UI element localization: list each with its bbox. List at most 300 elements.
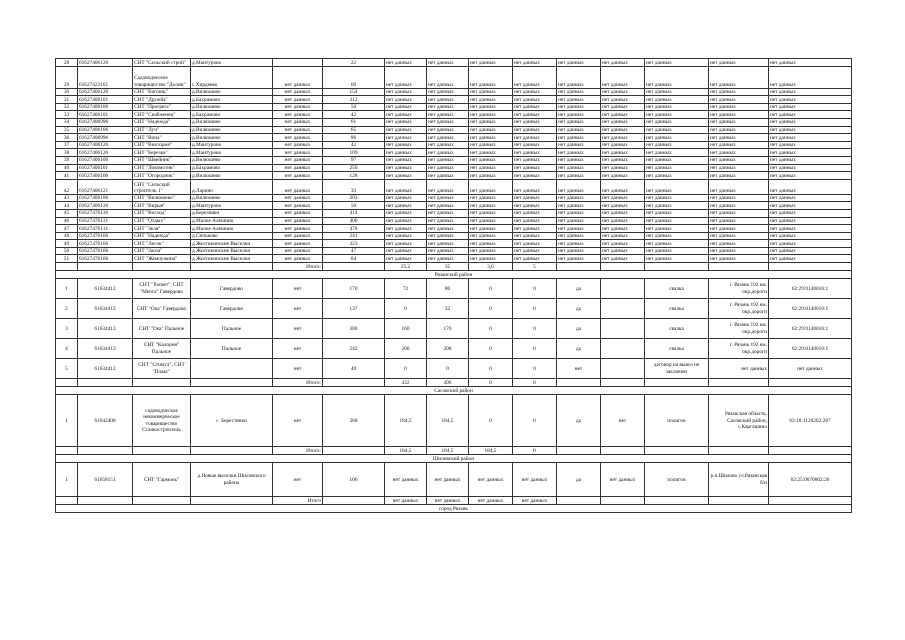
table-cell: нет данных bbox=[427, 111, 469, 119]
table-cell: 5 bbox=[56, 359, 78, 379]
table-cell: д.Новые выселки Шиловского района bbox=[191, 463, 273, 497]
table-cell: д.Бахрамово bbox=[191, 164, 273, 172]
table-cell: нет данных bbox=[513, 225, 557, 233]
table-cell: 61 bbox=[323, 118, 385, 126]
table-cell: нет bbox=[273, 279, 323, 299]
table-cell: нет данных bbox=[557, 134, 601, 142]
table-row bbox=[56, 134, 852, 142]
table-cell: 61627406126 bbox=[78, 149, 133, 157]
table-cell: нет данных bbox=[427, 255, 469, 263]
table-cell: 61627406101 bbox=[78, 96, 133, 104]
table-cell: садоводческое некоммерческое товарищество Станкостроитель bbox=[133, 395, 191, 447]
table-cell: нет данных bbox=[385, 118, 427, 126]
table-cell: 61627476166 bbox=[78, 240, 133, 248]
table-cell: 61658151 bbox=[78, 463, 133, 497]
table-cell: 61634412 bbox=[78, 359, 133, 379]
table-cell: СНТ "Вирыя" bbox=[133, 202, 191, 210]
table-cell: СНТ "Виктория" bbox=[133, 141, 191, 149]
table-cell: 31 bbox=[56, 96, 78, 104]
table-cell: СНТ "Ока" Пальное bbox=[133, 319, 191, 339]
table-cell bbox=[78, 447, 133, 455]
table-cell: нет данных bbox=[557, 88, 601, 96]
table-cell: нет данных bbox=[601, 202, 645, 210]
table-cell: нет данных bbox=[385, 66, 427, 88]
table-cell: Пальное bbox=[191, 319, 273, 339]
total-label: Итого: bbox=[273, 447, 323, 455]
table-cell: нет данных bbox=[601, 111, 645, 119]
table-cell: 50 bbox=[56, 247, 78, 255]
table-cell: нет данных bbox=[645, 149, 709, 157]
table-cell bbox=[191, 263, 273, 271]
table-cell bbox=[601, 299, 645, 319]
table-cell bbox=[133, 497, 191, 505]
table-cell: нет данных bbox=[273, 209, 323, 217]
table-cell: нет данных bbox=[385, 463, 427, 497]
table-cell: 61627406126 bbox=[78, 59, 133, 67]
table-cell: нет данных bbox=[385, 111, 427, 119]
table-cell: 61634412 bbox=[78, 299, 133, 319]
table-cell bbox=[645, 263, 709, 271]
table-cell: нет данных bbox=[427, 202, 469, 210]
table-cell: нет данных bbox=[601, 149, 645, 157]
table-cell: нет данных bbox=[769, 255, 852, 263]
table-cell: нет данных bbox=[601, 225, 645, 233]
table-cell: нет данных bbox=[513, 217, 557, 225]
table-cell: 1 bbox=[56, 463, 78, 497]
table-row bbox=[56, 395, 852, 447]
table-cell: нет данных bbox=[557, 247, 601, 255]
table-cell: нет данных bbox=[601, 172, 645, 180]
table-cell: нет данных bbox=[645, 96, 709, 104]
table-cell: нет данных bbox=[427, 247, 469, 255]
table-cell: нет данных bbox=[513, 232, 557, 240]
table-cell bbox=[191, 379, 273, 387]
table-cell: нет данных bbox=[427, 118, 469, 126]
table-cell: нет данных bbox=[769, 134, 852, 142]
table-cell: нет данных bbox=[273, 111, 323, 119]
table-cell bbox=[709, 379, 769, 387]
table-cell: 42 bbox=[323, 111, 385, 119]
table-cell: нет данных bbox=[427, 59, 469, 67]
table-cell bbox=[769, 263, 852, 271]
table-cell: 106 bbox=[323, 463, 385, 497]
table-row bbox=[56, 279, 852, 299]
table-cell: нет данных bbox=[601, 141, 645, 149]
table-body-block-2 bbox=[56, 279, 852, 513]
table-cell: нет данных bbox=[273, 255, 323, 263]
table-cell: нет данных bbox=[557, 126, 601, 134]
table-cell: нет данных bbox=[273, 172, 323, 180]
table-cell: 0 bbox=[513, 339, 557, 359]
table-row bbox=[56, 179, 852, 194]
table-cell: нет данных bbox=[273, 96, 323, 104]
table-cell: 61634413 bbox=[78, 339, 133, 359]
table-cell: нет данных bbox=[645, 134, 709, 142]
table-cell: нет данных bbox=[709, 96, 769, 104]
table-cell: 300 bbox=[323, 319, 385, 339]
table-cell bbox=[323, 263, 385, 271]
table-cell: 2 bbox=[56, 299, 78, 319]
table-cell: нет данных bbox=[601, 232, 645, 240]
table-cell bbox=[769, 497, 852, 505]
table-cell: нет данных bbox=[601, 240, 645, 248]
table-cell bbox=[645, 447, 709, 455]
table-cell: 43 bbox=[56, 194, 78, 202]
table-cell: да bbox=[557, 279, 601, 299]
table-cell: 61627406126 bbox=[78, 141, 133, 149]
total-row bbox=[56, 447, 852, 455]
table-cell: нет данных bbox=[709, 202, 769, 210]
table-cell: нет данных bbox=[709, 240, 769, 248]
table-cell: СНТ "Калория" Пальное bbox=[133, 339, 191, 359]
table-cell: нет данных bbox=[557, 232, 601, 240]
table-cell: нет данных bbox=[385, 225, 427, 233]
table-row bbox=[56, 156, 852, 164]
total-row bbox=[56, 379, 852, 387]
table-cell: нет данных bbox=[709, 149, 769, 157]
table-cell bbox=[191, 447, 273, 455]
table-cell: 0 bbox=[469, 359, 513, 379]
section-title: Рязанский район bbox=[56, 271, 852, 279]
table-cell: 41 bbox=[56, 172, 78, 180]
table-cell: д.Мантурово bbox=[191, 59, 273, 67]
section-title: город Рязань bbox=[56, 505, 852, 513]
table-cell: 37 bbox=[56, 141, 78, 149]
table-cell: г. Рязань 192 км. окр.дороги bbox=[709, 279, 769, 299]
table-cell: д.Вилюшево bbox=[191, 172, 273, 180]
table-cell: СНТ "Восход" bbox=[133, 209, 191, 217]
table-cell: 400 bbox=[323, 217, 385, 225]
table-cell: д.Малое Алешино bbox=[191, 217, 273, 225]
table-cell: СНТ "Березка" bbox=[133, 149, 191, 157]
table-cell: нет данных bbox=[273, 118, 323, 126]
table-cell: нет данных bbox=[273, 134, 323, 142]
table-cell: нет данных bbox=[769, 247, 852, 255]
table-cell: нет данных bbox=[427, 103, 469, 111]
table-cell: нет данных bbox=[709, 118, 769, 126]
table-cell: нет данных bbox=[557, 255, 601, 263]
table-cell: СНТ "Луч" bbox=[133, 126, 191, 134]
table-cell: 62:18:1120202:287 bbox=[769, 395, 852, 447]
table-cell: нет bbox=[273, 359, 323, 379]
table-cell: нет данных bbox=[469, 59, 513, 67]
table-cell: нет данных bbox=[513, 111, 557, 119]
table-cell: 61627422101 bbox=[78, 66, 133, 88]
table-cell: нет данных bbox=[385, 179, 427, 194]
table-cell bbox=[645, 497, 709, 505]
table-cell: нет данных bbox=[557, 209, 601, 217]
table-cell: нет данных bbox=[273, 149, 323, 157]
table-cell: 0 bbox=[385, 299, 427, 319]
table-cell: СНТ "Надежда" bbox=[133, 232, 191, 240]
table-cell: нет данных bbox=[469, 240, 513, 248]
table-cell: нет данных bbox=[427, 225, 469, 233]
table-cell: 46 bbox=[56, 217, 78, 225]
table-cell: нет данных bbox=[557, 141, 601, 149]
table-cell: нет данных bbox=[645, 247, 709, 255]
table-cell: нет данных bbox=[709, 156, 769, 164]
table-cell: нет данных bbox=[601, 247, 645, 255]
table-cell: 242 bbox=[323, 339, 385, 359]
table-cell: СНТ "Прогресс" bbox=[133, 103, 191, 111]
table-cell: нет данных bbox=[769, 164, 852, 172]
table-cell: нет данных bbox=[427, 149, 469, 157]
table-cell: нет данных bbox=[469, 247, 513, 255]
table-cell: нет данных bbox=[557, 149, 601, 157]
table-cell: нет данных bbox=[385, 194, 427, 202]
table-cell bbox=[78, 497, 133, 505]
table-cell: нет данных bbox=[601, 164, 645, 172]
table-cell: нет данных bbox=[273, 217, 323, 225]
section-row bbox=[56, 455, 852, 463]
table-cell: 0 bbox=[513, 279, 557, 299]
table-cell: нет данных bbox=[273, 88, 323, 96]
table-cell: д.Бахрамово bbox=[191, 111, 273, 119]
table-cell: 0 bbox=[469, 339, 513, 359]
table-cell bbox=[601, 447, 645, 455]
table-cell: 32 bbox=[56, 103, 78, 111]
table-cell: нет данных bbox=[469, 118, 513, 126]
table-cell: 184,5 bbox=[427, 395, 469, 447]
table-cell: нет данных bbox=[469, 164, 513, 172]
table-cell bbox=[769, 447, 852, 455]
table-cell: СНТ "Ока" Гавердово bbox=[133, 299, 191, 319]
table-cell: с.Хирдеево bbox=[191, 66, 273, 88]
total-value: 432 bbox=[385, 379, 427, 387]
table-cell: нет bbox=[273, 463, 323, 497]
table-cell: Гавердово bbox=[191, 279, 273, 299]
table-cell: нет данных bbox=[709, 134, 769, 142]
table-cell: 61627476166 bbox=[78, 247, 133, 255]
table-cell: нет данных bbox=[469, 111, 513, 119]
table-cell: нет данных bbox=[469, 463, 513, 497]
table-cell: нет данных bbox=[513, 172, 557, 180]
table-cell bbox=[601, 359, 645, 379]
table-cell bbox=[601, 263, 645, 271]
table-cell: 61627476166 bbox=[78, 255, 133, 263]
table-row bbox=[56, 359, 852, 379]
table-cell: нет данных bbox=[709, 59, 769, 67]
total-label: Итого bbox=[273, 497, 323, 505]
table-cell: 61642408 bbox=[78, 395, 133, 447]
table-cell bbox=[56, 447, 78, 455]
table-cell: нет данных bbox=[469, 88, 513, 96]
table-cell: нет данных bbox=[557, 164, 601, 172]
table-cell: 84 bbox=[323, 255, 385, 263]
table-cell: нет данных bbox=[273, 164, 323, 172]
table-cell: нет данных bbox=[469, 232, 513, 240]
table-cell: нет данных bbox=[645, 240, 709, 248]
table-cell: нет данных bbox=[709, 88, 769, 96]
table-cell: нет данных bbox=[469, 172, 513, 180]
table-cell: нет данных bbox=[557, 179, 601, 194]
table-cell: г. Рязань 192 км. окр.дороги bbox=[709, 319, 769, 339]
table-cell: нет данных bbox=[513, 103, 557, 111]
table-cell: нет данных bbox=[273, 232, 323, 240]
table-cell: нет данных bbox=[709, 172, 769, 180]
table-cell: нет данных bbox=[427, 463, 469, 497]
table-cell: нет данных bbox=[769, 103, 852, 111]
table-cell: нет данных bbox=[645, 194, 709, 202]
table-cell: СНТ "Заоза" bbox=[133, 247, 191, 255]
table-cell: нет данных bbox=[709, 164, 769, 172]
table-cell bbox=[601, 339, 645, 359]
total-value: 3,6 bbox=[469, 263, 513, 271]
table-cell: СНТ "Надежда" bbox=[133, 118, 191, 126]
table-cell: нет данных bbox=[273, 194, 323, 202]
table-cell: нет данных bbox=[645, 111, 709, 119]
table-cell: 61627406101 bbox=[78, 164, 133, 172]
table-cell: нет данных bbox=[385, 59, 427, 67]
table-cell bbox=[56, 379, 78, 387]
table-row bbox=[56, 463, 852, 497]
table-row bbox=[56, 111, 852, 119]
table-cell: нет данных bbox=[513, 194, 557, 202]
table-cell: СНТ "Гармонь" bbox=[133, 463, 191, 497]
table-cell: нет данных bbox=[385, 232, 427, 240]
table-cell bbox=[601, 319, 645, 339]
table-cell: СНТ "Сельский строитель 1" bbox=[133, 179, 191, 194]
table-cell: нет данных bbox=[645, 126, 709, 134]
table-cell: нет данных bbox=[273, 179, 323, 194]
table-cell bbox=[709, 447, 769, 455]
table-cell: 36 bbox=[56, 134, 78, 142]
table-cell: нет данных bbox=[769, 172, 852, 180]
table-cell: нет данных bbox=[601, 118, 645, 126]
table-cell: нет данных bbox=[769, 194, 852, 202]
table-cell: нет данных bbox=[769, 126, 852, 134]
table-cell: 40 bbox=[323, 359, 385, 379]
table-cell: нет данных bbox=[427, 88, 469, 96]
table-cell: 0 bbox=[513, 395, 557, 447]
table-cell: 0 bbox=[427, 359, 469, 379]
table-row bbox=[56, 172, 852, 180]
table-cell: нет данных bbox=[513, 156, 557, 164]
table-cell: нет данных bbox=[273, 103, 323, 111]
table-cell: нет данных bbox=[469, 156, 513, 164]
total-value: 0 bbox=[513, 447, 557, 455]
table-cell: 0 bbox=[513, 299, 557, 319]
table-cell: 109 bbox=[323, 149, 385, 157]
table-cell: нет данных bbox=[273, 141, 323, 149]
table-cell bbox=[133, 263, 191, 271]
table-cell: СНТ "Расвет", СНТ "Мечта" Гавердово bbox=[133, 279, 191, 299]
table-cell: нет данных bbox=[557, 103, 601, 111]
table-cell: нет данных bbox=[769, 179, 852, 194]
total-value: нет данных bbox=[469, 497, 513, 505]
table-cell: нет данных bbox=[427, 134, 469, 142]
table-cell: 32 bbox=[427, 299, 469, 319]
table-cell: 154 bbox=[323, 88, 385, 96]
table-cell: нет данных bbox=[385, 217, 427, 225]
table-cell: 61627406126 bbox=[78, 202, 133, 210]
table-cell bbox=[133, 379, 191, 387]
table-cell: нет данных bbox=[469, 225, 513, 233]
table-cell: нет данных bbox=[469, 209, 513, 217]
table-cell: нет bbox=[273, 395, 323, 447]
table-cell: 61634413 bbox=[78, 319, 133, 339]
table-cell: д.Вилюшево bbox=[191, 103, 273, 111]
table-cell: нет данных bbox=[769, 202, 852, 210]
table-cell: СНТ "Зеля" bbox=[133, 225, 191, 233]
table-cell: нет данных bbox=[769, 156, 852, 164]
table-cell: д.Березняки bbox=[191, 209, 273, 217]
total-value: 184,5 bbox=[469, 447, 513, 455]
table-cell: нет данных bbox=[709, 103, 769, 111]
table-cell: нет bbox=[273, 319, 323, 339]
table-cell: нет данных bbox=[601, 255, 645, 263]
table-cell: нет данных bbox=[769, 59, 852, 67]
table-cell: нет данных bbox=[513, 240, 557, 248]
section-title: Сасовский район bbox=[56, 387, 852, 395]
table-row bbox=[56, 164, 852, 172]
table-row bbox=[56, 240, 852, 248]
table-cell: 30 bbox=[56, 88, 78, 96]
table-cell: Садоводческое товарищество "Долин" bbox=[133, 66, 191, 88]
table-cell bbox=[769, 379, 852, 387]
table-cell bbox=[56, 263, 78, 271]
table-cell: 39 bbox=[56, 156, 78, 164]
table-cell: СНТ "Сельский строй" bbox=[133, 59, 191, 67]
table-cell: нет данных bbox=[645, 172, 709, 180]
table-row bbox=[56, 141, 852, 149]
table-cell: нет данных bbox=[469, 66, 513, 88]
table-cell: нет данных bbox=[273, 66, 323, 88]
table-cell: нет данных bbox=[427, 66, 469, 88]
table-cell: нет данных bbox=[769, 225, 852, 233]
table-cell: 1 bbox=[56, 279, 78, 299]
total-row bbox=[56, 263, 852, 271]
table-cell: 50 bbox=[323, 202, 385, 210]
table-cell: нет данных bbox=[427, 156, 469, 164]
table-cell bbox=[323, 379, 385, 387]
table-cell: 61627406126 bbox=[78, 88, 133, 96]
table-cell: да bbox=[557, 319, 601, 339]
table-cell: нет данных bbox=[513, 164, 557, 172]
register-table bbox=[55, 58, 852, 513]
table-cell: нет данных bbox=[645, 88, 709, 96]
table-cell: д.Сипьково bbox=[191, 232, 273, 240]
table-cell: СНТ "Жемчужина" bbox=[133, 255, 191, 263]
table-cell bbox=[273, 59, 323, 67]
table-cell: Гавердово bbox=[191, 299, 273, 319]
table-cell: нет данных bbox=[769, 359, 852, 379]
table-cell bbox=[323, 497, 385, 505]
total-value: нет данных bbox=[513, 497, 557, 505]
table-cell: нет данных bbox=[427, 164, 469, 172]
table-cell: СНТ "Лесок" bbox=[133, 240, 191, 248]
table-cell: Рязанская область, Сасовский район, с.Каргашино bbox=[709, 395, 769, 447]
table-cell: да bbox=[557, 463, 601, 497]
table-cell: нет данных bbox=[557, 111, 601, 119]
table-cell: 0 bbox=[385, 359, 427, 379]
table-cell: нет данных bbox=[557, 118, 601, 126]
table-cell: нет данных bbox=[601, 66, 645, 88]
table-cell: СНТ "Вона" bbox=[133, 134, 191, 142]
table-cell bbox=[323, 447, 385, 455]
table-cell: 42 bbox=[56, 179, 78, 194]
table-cell: нет данных bbox=[427, 126, 469, 134]
table-cell: нет данных bbox=[769, 149, 852, 157]
table-cell: нет данных bbox=[513, 88, 557, 96]
table-cell: 33 bbox=[323, 179, 385, 194]
table-cell: нет данных bbox=[469, 96, 513, 104]
table-row bbox=[56, 232, 852, 240]
table-cell: 170 bbox=[323, 279, 385, 299]
table-cell: 128 bbox=[323, 172, 385, 180]
table-cell: свалка bbox=[645, 279, 709, 299]
table-cell bbox=[601, 497, 645, 505]
